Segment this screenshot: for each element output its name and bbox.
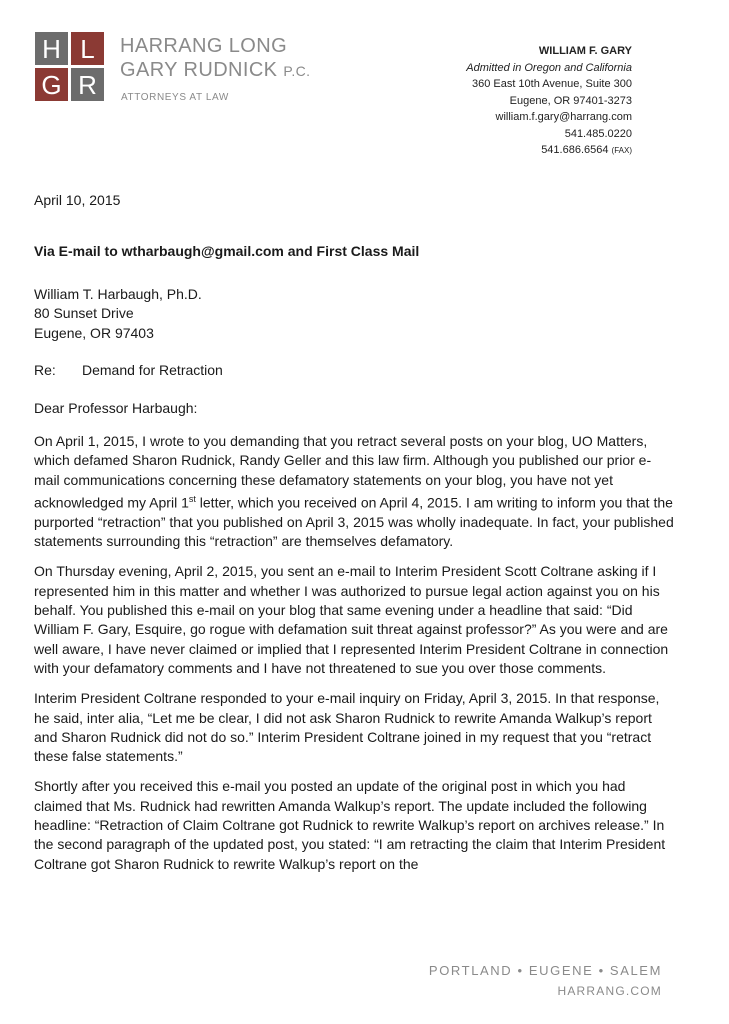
re-line [34, 361, 674, 380]
paragraph-3: Interim President Coltrane responded to your e-mail inquiry on Friday, April 3, 2015. In that response, he said, inter alia, “Let me be clear, I did not ask Sharon Rudnick to rewrite Amanda Walkup’s report and Sharon Rudnick did not do so.” Interim President Coltrane joined in my request that you “retract these false statements.” [34, 690, 660, 765]
sender-fax [332, 142, 632, 160]
sender-address-line1: 360 East 10th Avenue, Suite 300 [471, 78, 632, 90]
logo-letter-g: G [35, 68, 68, 101]
recipient-city: Eugene, OR 97403 [34, 324, 154, 341]
footer-website: HARRANG.COM [557, 984, 662, 998]
re-label: Re: [34, 362, 56, 378]
sender-fax-number: 541.686.6564 [541, 144, 609, 156]
paragraph-1-superscript: st [188, 493, 196, 504]
paragraph-1 [34, 432, 674, 551]
logo-letter-r: R [71, 68, 104, 101]
sender-fax-label: (FAX) [611, 146, 632, 155]
sender-block [332, 43, 632, 160]
firm-logo [35, 32, 105, 102]
recipient-street: 80 Sunset Drive [34, 305, 134, 322]
delivery-method: Via E-mail to wtharbaugh@gmail.com and First Class Mail [34, 243, 420, 259]
firm-name-line2-text: GARY RUDNICK [120, 59, 278, 81]
sender-email: william.f.gary@harrang.com [495, 111, 632, 123]
firm-tagline: ATTORNEYS AT LAW [121, 92, 229, 103]
firm-name-line2 [120, 58, 310, 83]
sender-phone: 541.485.0220 [564, 127, 632, 140]
logo-letter-h: H [35, 32, 68, 65]
firm-name-line1: HARRANG LONG [120, 35, 288, 57]
re-subject: Demand for Retraction [82, 362, 223, 378]
sender-admission: Admitted in Oregon and California [466, 61, 632, 74]
firm-suffix: P.C. [283, 63, 311, 79]
recipient-name: William T. Harbaugh, Ph.D. [34, 286, 202, 302]
paragraph-4: Shortly after you received this e-mail you posted an update of the original post in which you had claimed that Ms. Rudnick had rewritten Amanda Walkup’s report. The update included the following headline: “Retraction of Claim Coltrane got Rudnick to rewrite Walkup’s report on archives release.” In the second paragraph of the updated post, you stated: “I am retracting the claim that Interim President Coltrane got Sharon Rudnick to rewrite Walkup’s report on the [34, 778, 666, 872]
sender-address-line2: Eugene, OR 97401-3273 [509, 94, 632, 107]
footer-office-locations: PORTLAND • EUGENE • SALEM [428, 963, 662, 978]
firm-name [120, 34, 310, 83]
letter-date: April 10, 2015 [34, 192, 121, 208]
recipient-address [34, 285, 674, 343]
salutation: Dear Professor Harbaugh: [34, 400, 198, 416]
paragraph-2: On Thursday evening, April 2, 2015, you sent an e-mail to Interim President Scott Coltrane asking if I represented him in this matter and whether I was authorized to pursue legal action against you on his behalf. You published this e-mail on your blog that same evening under a headline that said: “Did William F. Gary, Esquire, go rogue with defamation suit threat against professor?” As you were and are well aware, I have never claimed or implied that I represented Interim President Coltrane in connection with your defamatory comments and I have not threatened to sue you over those comments. [34, 563, 669, 676]
logo-letter-l: L [71, 32, 104, 65]
paragraph-1-part-a: On April 1, 2015, I wrote to you demanding that you retract several posts on your blog, UO Matters, which defamed Sharon Rudnick, Randy Geller and this law firm. Although you published our prior e-mail communications concerning these defamatory statements on your blog, you have not yet acknowledged my April 1 [34, 433, 652, 511]
paragraph-1-part-b: letter, which you received on April 4, 2015. I am writing to inform you that the purported “retraction” that you published on April 3, 2015 was wholly inadequate. In fact, your published statements surrounding this “retraction” are themselves defamatory. [34, 494, 674, 550]
sender-name: WILLIAM F. GARY [538, 45, 632, 57]
letter-body [34, 432, 674, 885]
